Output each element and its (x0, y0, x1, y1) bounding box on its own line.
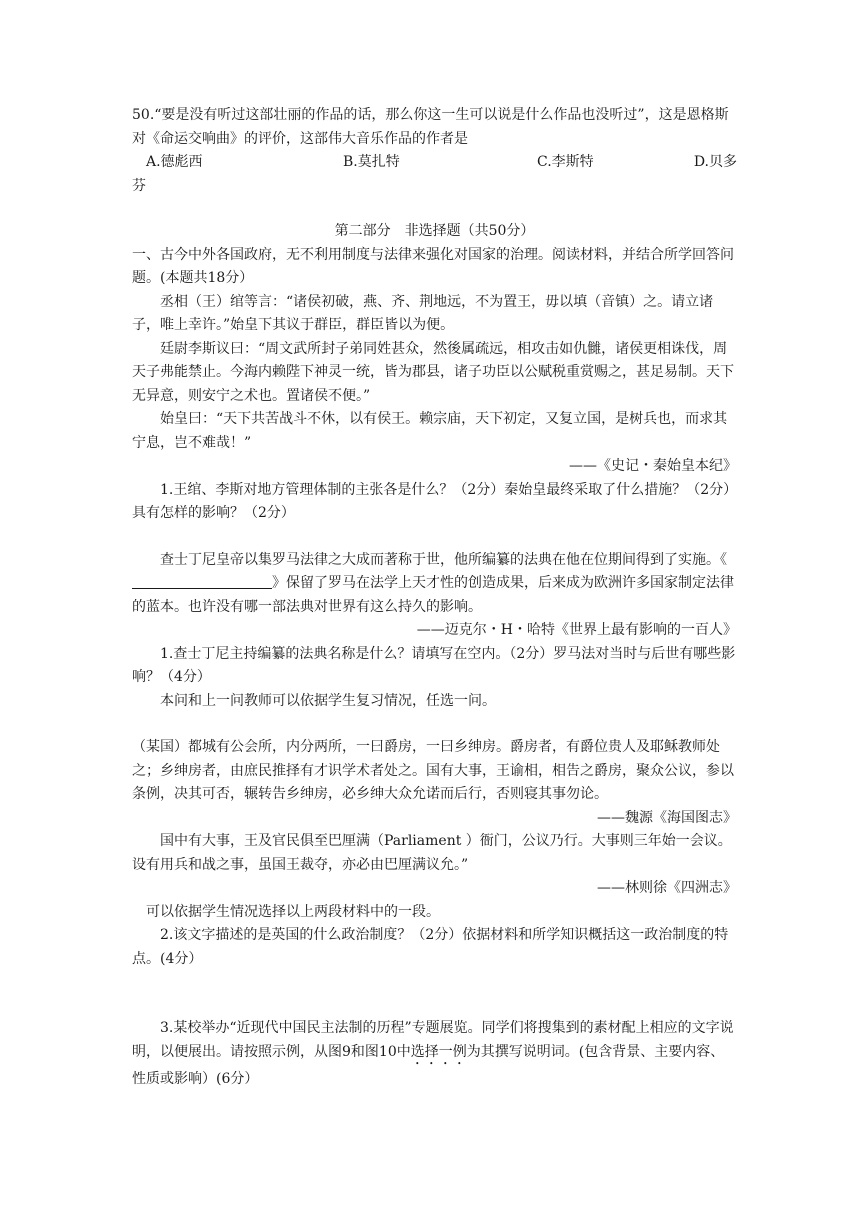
material1-para3: 始皇曰：“天下共苦战斗不休，以有侯王。赖宗庙，天下初定，又复立国，是树兵也，而求其宁息，岂不难哉！” (132, 411, 728, 451)
source-weiyuan: ——魏源《海国图志》 (597, 809, 737, 826)
question-3-before: 3.某校举办“近现代中国民主法制的历程”专题展览。同学们将搜集到的素材配上相应的文字说明，以便展出。请按照示例，从图9和图10中 (132, 1020, 734, 1060)
option-a: A.德彪西 (146, 154, 203, 170)
teacher-note-2: 可以依据学生情况选择以上两段材料中的一段。 (146, 903, 440, 920)
exam-page (132, 104, 737, 1091)
question-50-stem: 50.“要是没有听过这部壮丽的作品的话，那么你这一生可以说是什么作品也没听过”，这是恩格斯对《命运交响曲》的评价，这部伟大音乐作品的作者是 (132, 107, 729, 147)
question-50-options (132, 151, 737, 175)
option-c: C.李斯特 (537, 154, 594, 170)
option-d-wrap: 芬 (132, 177, 146, 194)
section1-intro: 一、古今中外各国政府，无不利用制度与法律来强化对国家的治理。阅读材料，并结合所学回答问题。(本题共18分） (132, 246, 734, 286)
question-3 (132, 1017, 737, 1091)
question-1: 1.王绾、李斯对地方管理体制的主张各是什么？（2分）秦始皇最终采取了什么措施？（2分）具有怎样的影响？（2分） (132, 481, 731, 521)
material2 (132, 549, 737, 620)
material1-para1: 丞相（王）绾等言：“诸侯初破，燕、齐、荆地远，不为置王，毋以填（音镇）之。请立诸子，唯上幸许。”始皇下其议于群臣，群臣皆以为便。 (132, 293, 714, 333)
question-3-after: 为其撰写说明词。(包含背景、主要内容、性质或影响）(6分） (132, 1043, 725, 1087)
material2-before: 查士丁尼皇帝以集罗马法律之大成而著称于世，他所编纂的法典在他在位期间得到了实施。《 (160, 551, 727, 568)
material1-para2: 廷尉李斯议曰：“周文武所封子弟同姓甚众，然後属疏远，相攻击如仇雠，诸侯更相诛伐，周天子弗能禁止。今海内赖陛下神灵一统，皆为郡县，诸子功臣以公赋税重赏赐之，甚足易制。天下无异意，则安宁之术也。置诸侯不便。” (132, 340, 734, 404)
material4: 国中有大事，王及官民俱至巴厘满（Parliament ）衙门，公议乃行。大事则三年始一会议。设有用兵和战之事，虽国王裁夺，亦必由巴厘满议允。” (132, 833, 732, 873)
source-linzexu: ——林则徐《四洲志》 (597, 880, 737, 896)
material3: （某国）都城有公会所，内分两所，一曰爵房，一曰乡绅房。爵房者，有爵位贵人及耶稣教师处之；乡绅房者，由庶民推择有才识学术者处之。国有大事，王谕相，相告之爵房，聚众公议，参以条例，决其可否，辗转告乡绅房，必乡绅大众允诺而后行，否则寝其事勿论。 (132, 739, 734, 802)
question-3-emphasis: 选择一例 (410, 1043, 467, 1060)
teacher-note-1: 本问和上一问教师可以依据学生复习情况，任选一问。 (160, 692, 496, 709)
option-d: D.贝多 (693, 154, 737, 170)
source-hart: ——迈克尔・H・哈特《世界上最有影响的一百人》 (416, 622, 737, 638)
material2-after: 》保留了罗马在法学上天才性的创造成果，后来成为欧洲许多国家制定法律的蓝本。也许没有哪一部法典对世界有这么持久的影响。 (132, 575, 734, 615)
source-shiji: ——《史记・秦始皇本纪》 (569, 458, 737, 474)
code-name-blank[interactable] (132, 574, 272, 589)
option-b: B.莫扎特 (343, 154, 400, 170)
part2-heading: 第二部分 非选择题（共50分） (334, 223, 535, 239)
question-1b: 1.查士丁尼主持编纂的法典名称是什么？请填写在空内。（2分）罗马法对当时与后世有哪些影响？（4分） (132, 645, 736, 685)
question-2: 2.该文字描述的是英国的什么政治制度？（2分）依据材料和所学知识概括这一政治制度的特点。(4分） (132, 927, 729, 967)
